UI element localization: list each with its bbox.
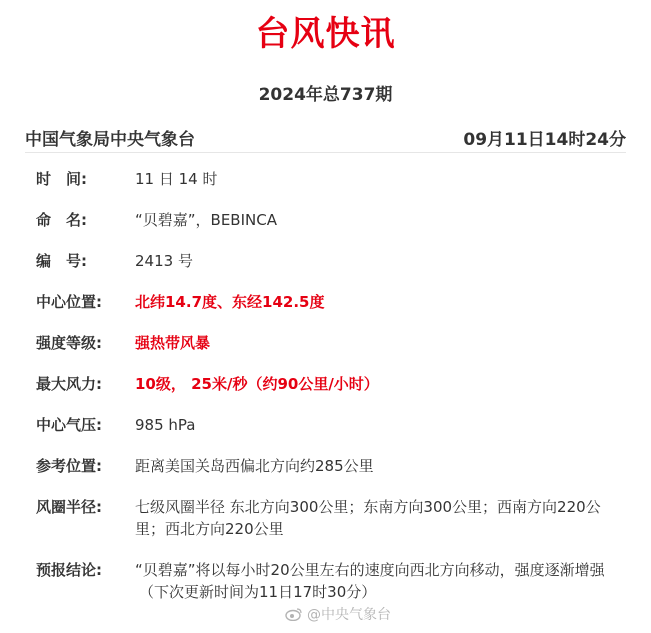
field-label: 风圈半径: [36,498,102,516]
field-label: 参考位置: [36,457,102,475]
field-value: 10级， 25米/秒（约90公里/小时） [135,375,379,393]
field-value: 距离美国关岛西偏北方向约285公里 [135,457,374,475]
field-label: 中心位置: [36,293,102,311]
next-update-note: （下次更新时间为11日17时30分） [139,583,377,601]
issue-number: 2024年总737期 [258,85,393,105]
field-label: 时 间: [36,170,87,188]
field-label: 中心气压: [36,416,102,434]
watermark-text: @中央气象台 [307,607,391,623]
page-title: 台风快讯 [255,14,396,54]
field-value: “贝碧嘉”，BEBINCA [135,211,277,229]
field-value: 985 hPa [135,416,196,434]
forecast-text: “贝碧嘉”将以每小时20公里左右的速度向西北方向移动，强度逐渐增强 [135,561,605,579]
watermark [285,604,391,624]
divider [25,152,626,153]
publish-datetime: 09月11日14时24分 [463,130,626,150]
field-label: 命 名: [36,211,87,229]
field-label: 强度等级: [36,334,102,352]
agency-name: 中国气象局中央气象台 [25,130,195,150]
field-value: 七级风圈半径 东北方向300公里；东南方向300公里；西南方向220公里；西北方向220公里 [135,498,601,538]
field-label: 最大风力: [36,375,102,393]
field-value: 强热带风暴 [135,334,211,352]
field-value: 11 日 14 时 [135,170,218,188]
field-value [135,559,615,603]
field-value: 2413 号 [135,252,193,270]
weibo-logo-icon [285,607,303,621]
field-value: 北纬14.7度、东经142.5度 [135,293,325,311]
field-label: 预报结论: [36,561,102,579]
field-label: 编 号: [36,252,87,270]
